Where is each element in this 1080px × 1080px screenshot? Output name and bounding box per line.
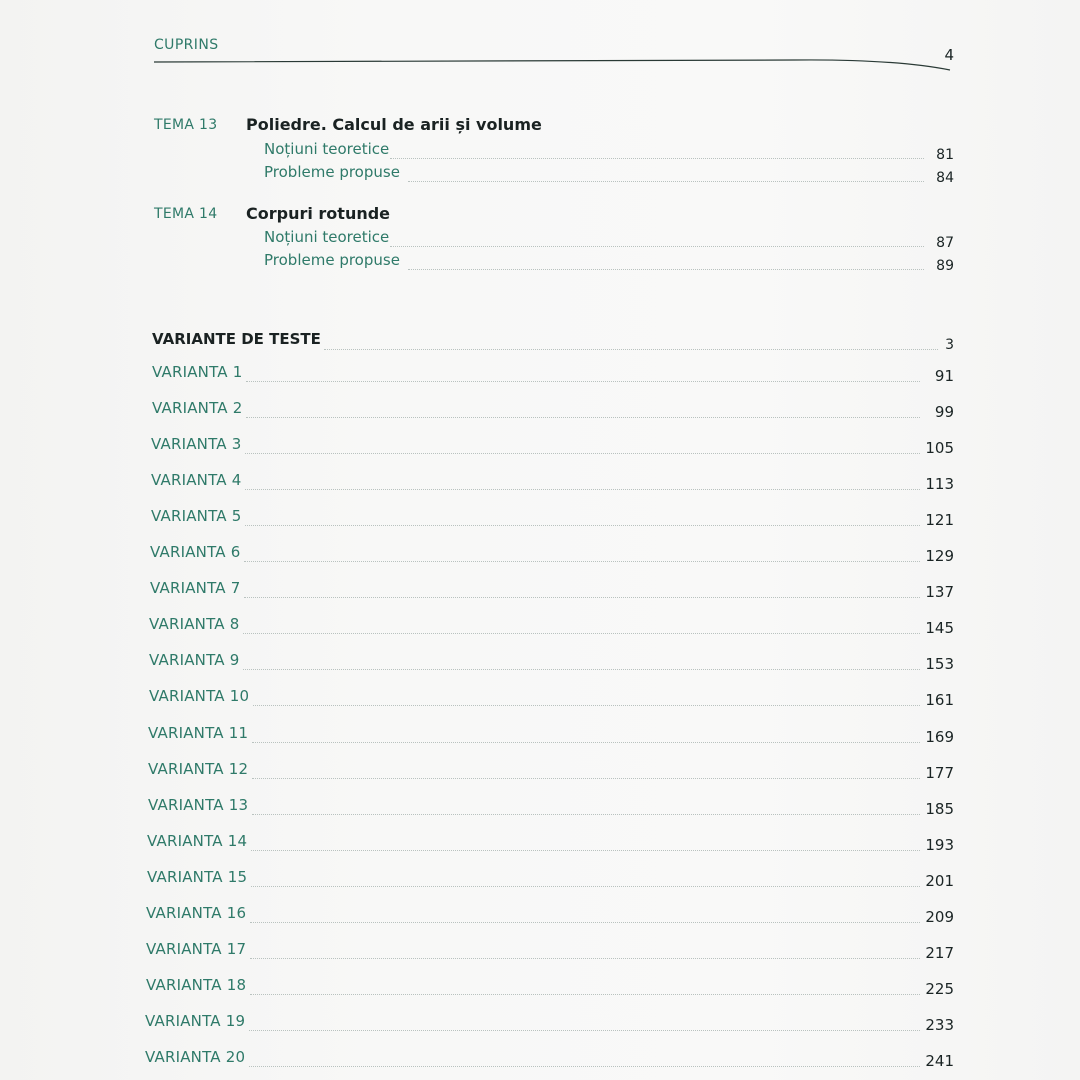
dot-leader xyxy=(408,181,924,182)
variant-page: 145 xyxy=(925,619,954,637)
toc-entry-variant[interactable] xyxy=(150,579,954,603)
variant-label: VARIANTA 13 xyxy=(148,796,249,814)
toc-entry-variant[interactable] xyxy=(146,904,954,928)
section-title: VARIANTE DE TESTE xyxy=(152,330,321,348)
variant-page: 99 xyxy=(934,403,954,421)
toc-entry[interactable] xyxy=(264,251,954,273)
dot-leader xyxy=(390,158,924,159)
dot-leader xyxy=(250,958,920,959)
variant-page: 105 xyxy=(925,439,954,457)
toc-entry[interactable] xyxy=(264,163,954,185)
dot-leader xyxy=(245,525,920,526)
toc-section-variante[interactable] xyxy=(152,330,954,354)
variant-label: VARIANTA 3 xyxy=(151,435,242,453)
variant-page: 121 xyxy=(925,511,954,529)
variant-label: VARIANTA 14 xyxy=(147,832,248,850)
dot-leader xyxy=(253,705,920,706)
variant-page: 193 xyxy=(925,836,954,854)
variant-page: 225 xyxy=(925,980,954,998)
dot-leader xyxy=(243,669,920,670)
variant-page: 201 xyxy=(925,872,954,890)
toc-tema-14 xyxy=(154,204,954,284)
variant-label: VARIANTA 8 xyxy=(149,615,240,633)
variant-page: 233 xyxy=(925,1016,954,1034)
variant-page: 91 xyxy=(934,367,954,385)
variant-label: VARIANTA 18 xyxy=(146,976,247,994)
variant-label: VARIANTA 12 xyxy=(148,760,249,778)
toc-entry-variant[interactable] xyxy=(149,687,954,711)
variant-label: VARIANTA 9 xyxy=(149,651,240,669)
toc-entry-variant[interactable] xyxy=(146,940,954,964)
dot-leader xyxy=(245,453,920,454)
dot-leader xyxy=(408,269,924,270)
toc-entry-variant[interactable] xyxy=(150,543,954,567)
variant-page: 209 xyxy=(925,908,954,926)
variant-label: VARIANTA 4 xyxy=(151,471,242,489)
tema-label: TEMA 14 xyxy=(154,206,218,222)
toc-entry-label: Probleme propuse xyxy=(264,163,400,181)
toc-entry-variant[interactable] xyxy=(152,399,954,423)
toc-entry-label: Noțiuni teoretice xyxy=(264,228,390,246)
toc-entry-variant[interactable] xyxy=(152,363,954,387)
toc-tema-13 xyxy=(154,115,954,195)
toc-entry-page: 81 xyxy=(936,147,954,163)
dot-leader xyxy=(246,417,920,418)
variant-label: VARIANTA 19 xyxy=(145,1012,246,1030)
toc-entry-variant[interactable] xyxy=(149,615,954,639)
dot-leader xyxy=(246,381,920,382)
variant-page: 185 xyxy=(925,800,954,818)
tema-title: Corpuri rotunde xyxy=(246,204,391,223)
tema-title: Poliedre. Calcul de arii și volume xyxy=(246,115,542,134)
variant-label: VARIANTA 20 xyxy=(145,1048,246,1066)
toc-entry-page: 84 xyxy=(936,170,954,186)
dot-leader xyxy=(245,489,920,490)
toc-entry-variant[interactable] xyxy=(148,760,954,784)
dot-leader xyxy=(250,922,920,923)
variant-page: 153 xyxy=(925,655,954,673)
header-page-number: 4 xyxy=(944,46,954,64)
toc-entry-variant[interactable] xyxy=(147,832,954,856)
toc-entry-page: 89 xyxy=(936,258,954,274)
dot-leader xyxy=(244,597,920,598)
toc-entry[interactable] xyxy=(264,228,954,250)
variant-label: VARIANTA 5 xyxy=(151,507,242,525)
dot-leader xyxy=(324,349,938,350)
variant-page: 129 xyxy=(925,547,954,565)
variant-label: VARIANTA 11 xyxy=(148,724,249,742)
dot-leader xyxy=(249,1066,920,1067)
dot-leader xyxy=(244,561,920,562)
header-title: CUPRINS xyxy=(154,37,219,53)
toc-entry-page: 87 xyxy=(936,235,954,251)
toc-entry-label: Probleme propuse xyxy=(264,251,400,269)
dot-leader xyxy=(390,246,924,247)
toc-entry-variant[interactable] xyxy=(145,1048,954,1072)
dot-leader xyxy=(251,850,920,851)
toc-entry-variant[interactable] xyxy=(151,435,954,459)
header-curve-line xyxy=(154,56,954,76)
toc-entry-variant[interactable] xyxy=(149,651,954,675)
dot-leader xyxy=(251,886,920,887)
dot-leader xyxy=(250,994,920,995)
variant-page: 177 xyxy=(925,764,954,782)
dot-leader xyxy=(249,1030,920,1031)
variant-label: VARIANTA 1 xyxy=(152,363,243,381)
toc-entry-variant[interactable] xyxy=(148,724,954,748)
dot-leader xyxy=(252,814,920,815)
toc-entry-label: Noțiuni teoretice xyxy=(264,140,390,158)
variant-label: VARIANTA 17 xyxy=(146,940,247,958)
variant-page: 241 xyxy=(925,1052,954,1070)
tema-label: TEMA 13 xyxy=(154,117,218,133)
toc-entry-variant[interactable] xyxy=(151,507,954,531)
variant-page: 113 xyxy=(925,475,954,493)
variant-label: VARIANTA 15 xyxy=(147,868,248,886)
variant-label: VARIANTA 7 xyxy=(150,579,241,597)
dot-leader xyxy=(243,633,920,634)
dot-leader xyxy=(252,778,920,779)
variant-page: 217 xyxy=(925,944,954,962)
toc-entry-variant[interactable] xyxy=(145,1012,954,1036)
variant-label: VARIANTA 16 xyxy=(146,904,247,922)
toc-entry-variant[interactable] xyxy=(151,471,954,495)
variant-label: VARIANTA 10 xyxy=(149,687,250,705)
toc-entry[interactable] xyxy=(264,140,954,162)
toc-entry-variant[interactable] xyxy=(146,976,954,1000)
toc-entry-variant[interactable] xyxy=(148,796,954,820)
variant-page: 161 xyxy=(925,691,954,709)
variant-label: VARIANTA 2 xyxy=(152,399,243,417)
toc-entry-variant[interactable] xyxy=(147,868,954,892)
variant-page: 137 xyxy=(925,583,954,601)
page-header xyxy=(154,36,954,76)
variant-page: 169 xyxy=(925,728,954,746)
section-page: 3 xyxy=(945,337,954,353)
dot-leader xyxy=(252,742,920,743)
variant-label: VARIANTA 6 xyxy=(150,543,241,561)
